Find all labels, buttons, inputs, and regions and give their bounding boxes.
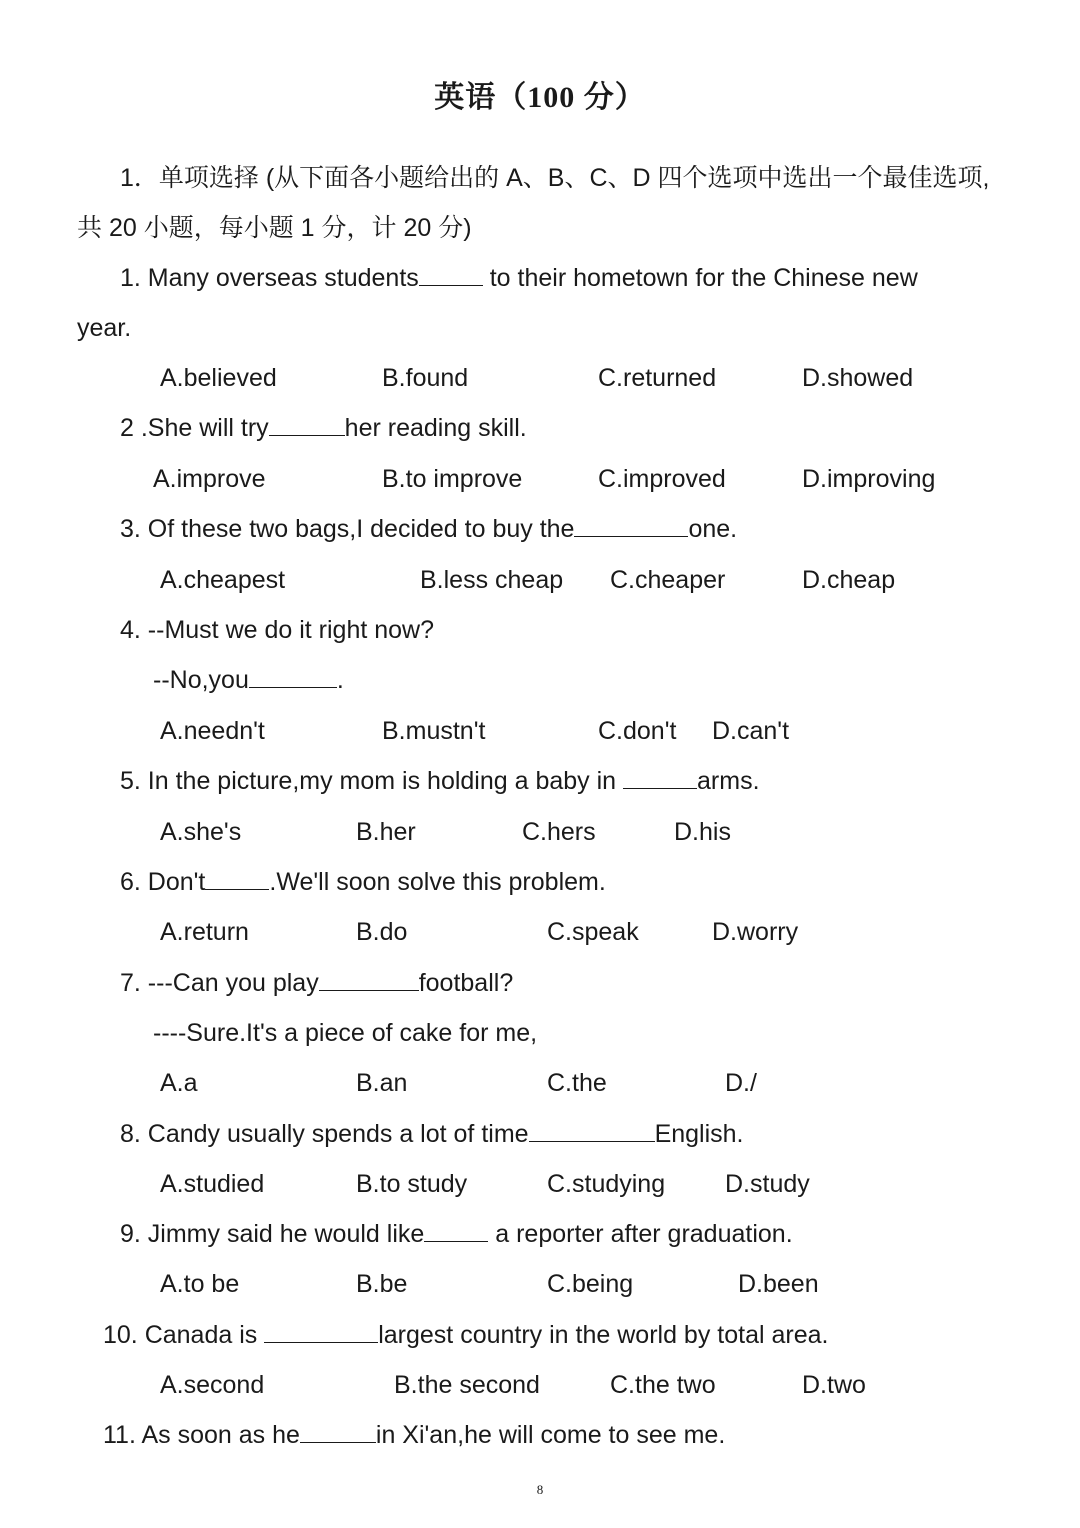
question-text: one.	[688, 515, 738, 543]
question-text: football?	[418, 969, 514, 997]
answer-blank[interactable]	[623, 766, 697, 789]
option-a[interactable]: A.studied	[160, 1170, 265, 1198]
option-a[interactable]: A.second	[160, 1371, 265, 1399]
option-b[interactable]: B.an	[356, 1069, 408, 1097]
option-c[interactable]: C.the two	[610, 1371, 716, 1399]
option-d[interactable]: D.two	[802, 1371, 866, 1399]
section-instructions-line1: 1．单项选择 (从下面各小题给出的 A、B、C、D 四个选项中选出一个最佳选项,	[120, 164, 990, 192]
option-a[interactable]: A.improve	[153, 465, 266, 493]
question-text: 10. Canada is	[103, 1321, 265, 1349]
option-d[interactable]: D.his	[674, 818, 731, 846]
option-c[interactable]: C.being	[547, 1270, 634, 1298]
question-11	[103, 1420, 725, 1450]
question-text: 3. Of these two bags,I decided to buy the	[120, 515, 575, 543]
answer-blank[interactable]	[205, 867, 269, 890]
option-a[interactable]: A.a	[160, 1069, 198, 1097]
answer-blank[interactable]	[269, 413, 345, 436]
answer-blank[interactable]	[419, 263, 483, 286]
option-d[interactable]: D.cheap	[802, 566, 896, 594]
option-d[interactable]: D.study	[725, 1170, 810, 1198]
option-b[interactable]: B.found	[382, 364, 469, 392]
question-text: .We'll soon solve this problem.	[269, 868, 606, 896]
option-d[interactable]: D.been	[738, 1270, 819, 1298]
question-text: a reporter after graduation.	[488, 1220, 793, 1248]
page-title: 英语（100 分）	[434, 81, 646, 114]
question-2	[120, 413, 527, 443]
question-4-response	[153, 665, 344, 695]
question-text: 1. Many overseas students	[120, 264, 419, 292]
option-c[interactable]: C.studying	[547, 1170, 666, 1198]
question-text: to their hometown for the Chinese new	[482, 264, 918, 292]
option-c[interactable]: C.cheaper	[610, 566, 726, 594]
question-text: in Xi'an,he will come to see me.	[375, 1421, 726, 1449]
question-text: 2 .She will try	[120, 414, 269, 442]
option-a[interactable]: A.to be	[160, 1270, 240, 1298]
question-text: 6. Don't	[120, 868, 206, 896]
option-b[interactable]: B.less cheap	[420, 566, 564, 594]
question-text: English.	[654, 1120, 744, 1148]
option-c[interactable]: C.speak	[547, 918, 639, 946]
option-d[interactable]: D.showed	[802, 364, 914, 392]
answer-blank[interactable]	[574, 514, 688, 537]
question-3	[120, 514, 737, 544]
option-d[interactable]: D.worry	[712, 918, 799, 946]
option-c[interactable]: C.the	[547, 1069, 607, 1097]
question-text: arms.	[697, 767, 760, 795]
question-9	[120, 1219, 793, 1249]
answer-blank[interactable]	[424, 1219, 488, 1242]
question-text: 7. ---Can you play	[120, 969, 319, 997]
option-a[interactable]: A.she's	[160, 818, 242, 846]
question-text: 11. As soon as he	[103, 1421, 300, 1449]
section-instructions-line2: 共 20 小题，每小题 1 分，计 20 分)	[77, 214, 472, 242]
question-7	[120, 968, 513, 998]
answer-blank[interactable]	[249, 665, 337, 688]
option-c[interactable]: C.hers	[522, 818, 596, 846]
question-10	[103, 1320, 828, 1350]
option-a[interactable]: A.return	[160, 918, 249, 946]
option-a[interactable]: A.cheapest	[160, 566, 286, 594]
question-text: largest country in the world by total area.	[378, 1321, 829, 1349]
option-b[interactable]: B.her	[356, 818, 416, 846]
option-d[interactable]: D.can't	[712, 717, 790, 745]
answer-blank[interactable]	[529, 1119, 655, 1142]
question-1-continued: year.	[77, 314, 132, 342]
option-b[interactable]: B.to improve	[382, 465, 523, 493]
option-b[interactable]: B.be	[356, 1270, 408, 1298]
option-c[interactable]: C.returned	[598, 364, 717, 392]
question-4: 4. --Must we do it right now?	[120, 616, 435, 644]
answer-blank[interactable]	[300, 1420, 376, 1443]
option-a[interactable]: A.needn't	[160, 717, 265, 745]
option-c[interactable]: C.improved	[598, 465, 726, 493]
option-d[interactable]: D.improving	[802, 465, 936, 493]
question-7-response: ----Sure.It's a piece of cake for me,	[153, 1019, 538, 1047]
option-d[interactable]: D./	[725, 1069, 757, 1097]
question-text: her reading skill.	[344, 414, 527, 442]
question-text: 8. Candy usually spends a lot of time	[120, 1120, 529, 1148]
page-number: 8	[536, 1482, 544, 1497]
option-a[interactable]: A.believed	[160, 364, 277, 392]
question-8	[120, 1119, 744, 1149]
option-b[interactable]: B.to study	[356, 1170, 468, 1198]
answer-blank[interactable]	[319, 968, 419, 991]
option-b[interactable]: B.the second	[394, 1371, 540, 1399]
question-text: --No,you	[153, 666, 249, 694]
option-c[interactable]: C.don't	[598, 717, 677, 745]
question-text: .	[336, 666, 344, 694]
option-b[interactable]: B.mustn't	[382, 717, 486, 745]
question-text: 5. In the picture,my mom is holding a baby in	[120, 767, 624, 795]
question-6	[120, 867, 606, 897]
question-1	[120, 263, 918, 293]
option-b[interactable]: B.do	[356, 918, 408, 946]
question-text: 9. Jimmy said he would like	[120, 1220, 425, 1248]
question-5	[120, 766, 760, 796]
answer-blank[interactable]	[264, 1320, 378, 1343]
